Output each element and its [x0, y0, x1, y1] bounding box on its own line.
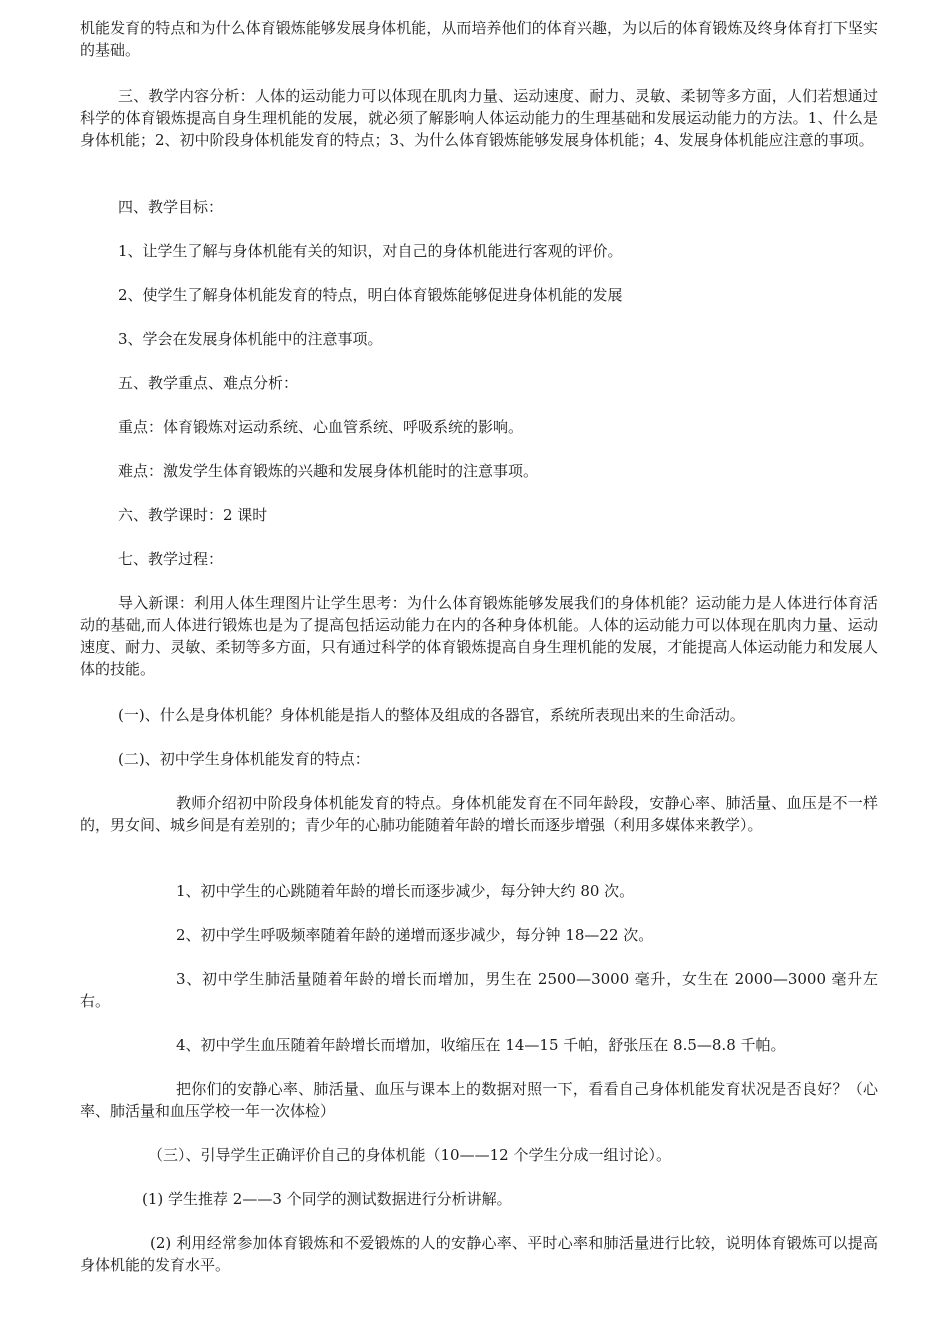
- evaluation-step-2: (2) 利用经常参加体育锻炼和不爱锻炼的人的安静心率、平时心率和肺活量进行比较，说明体育锻炼可以提高身体机能的发育水平。: [80, 1234, 878, 1274]
- objective-2: 2、使学生了解身体机能发育的特点，明白体育锻炼能够促进身体机能的发展: [118, 286, 623, 304]
- comparison-prompt: 把你们的安静心率、肺活量、血压与课本上的数据对照一下，看看自己身体机能发育状况是否良好？（心率、肺活量和血压学校一年一次体检）: [80, 1080, 878, 1120]
- section-heading-key-points: 五、教学重点、难点分析：: [118, 374, 299, 392]
- subsection-heading-development: (二)、初中学生身体机能发育的特点：: [118, 750, 370, 768]
- fact-breathing-rate: 2、初中学生呼吸频率随着年龄的递增而逐步减少，每分钟 18—22 次。: [176, 926, 654, 944]
- subsection-heading-evaluation: （三）、引导学生正确评价自己的身体机能（10——12 个学生分成一组讨论）。: [148, 1146, 671, 1164]
- key-point: 重点：体育锻炼对运动系统、心血管系统、呼吸系统的影响。: [118, 418, 524, 436]
- lesson-introduction: 导入新课：利用人体生理图片让学生思考：为什么体育锻炼能够发展我们的身体机能？运动能力是人体进行体育活动的基础,而人体进行锻炼也是为了提高包括运动能力在内的各种身体机能。人体的运动能力可以体现在肌肉力量、运动速度、耐力、灵敏、柔韧等多方面，只有通过科学的体育锻炼提高自身生理机能的发展，才能提高人体运动能力和发展人体的技能。: [80, 594, 878, 678]
- content-analysis: 三、教学内容分析：人体的运动能力可以体现在肌肉力量、运动速度、耐力、灵敏、柔韧等多方面，人们若想通过科学的体育锻炼提高自身生理机能的发展，就必须了解影响人体运动能力的生理基础和发展运动能力的方法。1、什么是身体机能；2、初中阶段身体机能发育的特点；3、为什么体育锻炼能够发展身体机能；4、发展身体机能应注意的事项。: [80, 87, 878, 149]
- section-heading-objectives: 四、教学目标：: [118, 198, 224, 216]
- section-heading-periods: 六、教学课时：2 课时: [118, 506, 268, 524]
- subsection-what-is-body-function: (一)、什么是身体机能？身体机能是指人的整体及组成的各器官，系统所表现出来的生命活动。: [118, 706, 745, 724]
- evaluation-step-1: (1) 学生推荐 2——3 个同学的测试数据进行分析讲解。: [142, 1190, 512, 1208]
- teacher-introduction: 教师介绍初中阶段身体机能发育的特点。身体机能发育在不同年龄段，安静心率、肺活量、血压是不一样的，男女间、城乡间是有差别的；青少年的心肺功能随着年龄的增长而逐步增强（利用多媒体来教学）。: [80, 794, 878, 834]
- objective-1: 1、让学生了解与身体机能有关的知识，对自己的身体机能进行客观的评价。: [118, 242, 623, 260]
- intro-continuation: 机能发育的特点和为什么体育锻炼能够发展身体机能，从而培养他们的体育兴趣，为以后的体育锻炼及终身体育打下坚实的基础。: [80, 19, 878, 59]
- fact-blood-pressure: 4、初中学生血压随着年龄增长而增加，收缩压在 14—15 千帕，舒张压在 8.5—8.8 千帕。: [176, 1036, 786, 1054]
- objective-3: 3、学会在发展身体机能中的注意事项。: [118, 330, 383, 348]
- fact-heart-rate: 1、初中学生的心跳随着年龄的增长而逐步减少，每分钟大约 80 次。: [176, 882, 635, 900]
- fact-lung-capacity: 3、初中学生肺活量随着年龄的增长而增加，男生在 2500—3000 毫升，女生在 2000—3000 毫升左右。: [80, 970, 878, 1010]
- section-heading-process: 七、教学过程：: [118, 550, 224, 568]
- difficult-point: 难点：激发学生体育锻炼的兴趣和发展身体机能时的注意事项。: [118, 462, 539, 480]
